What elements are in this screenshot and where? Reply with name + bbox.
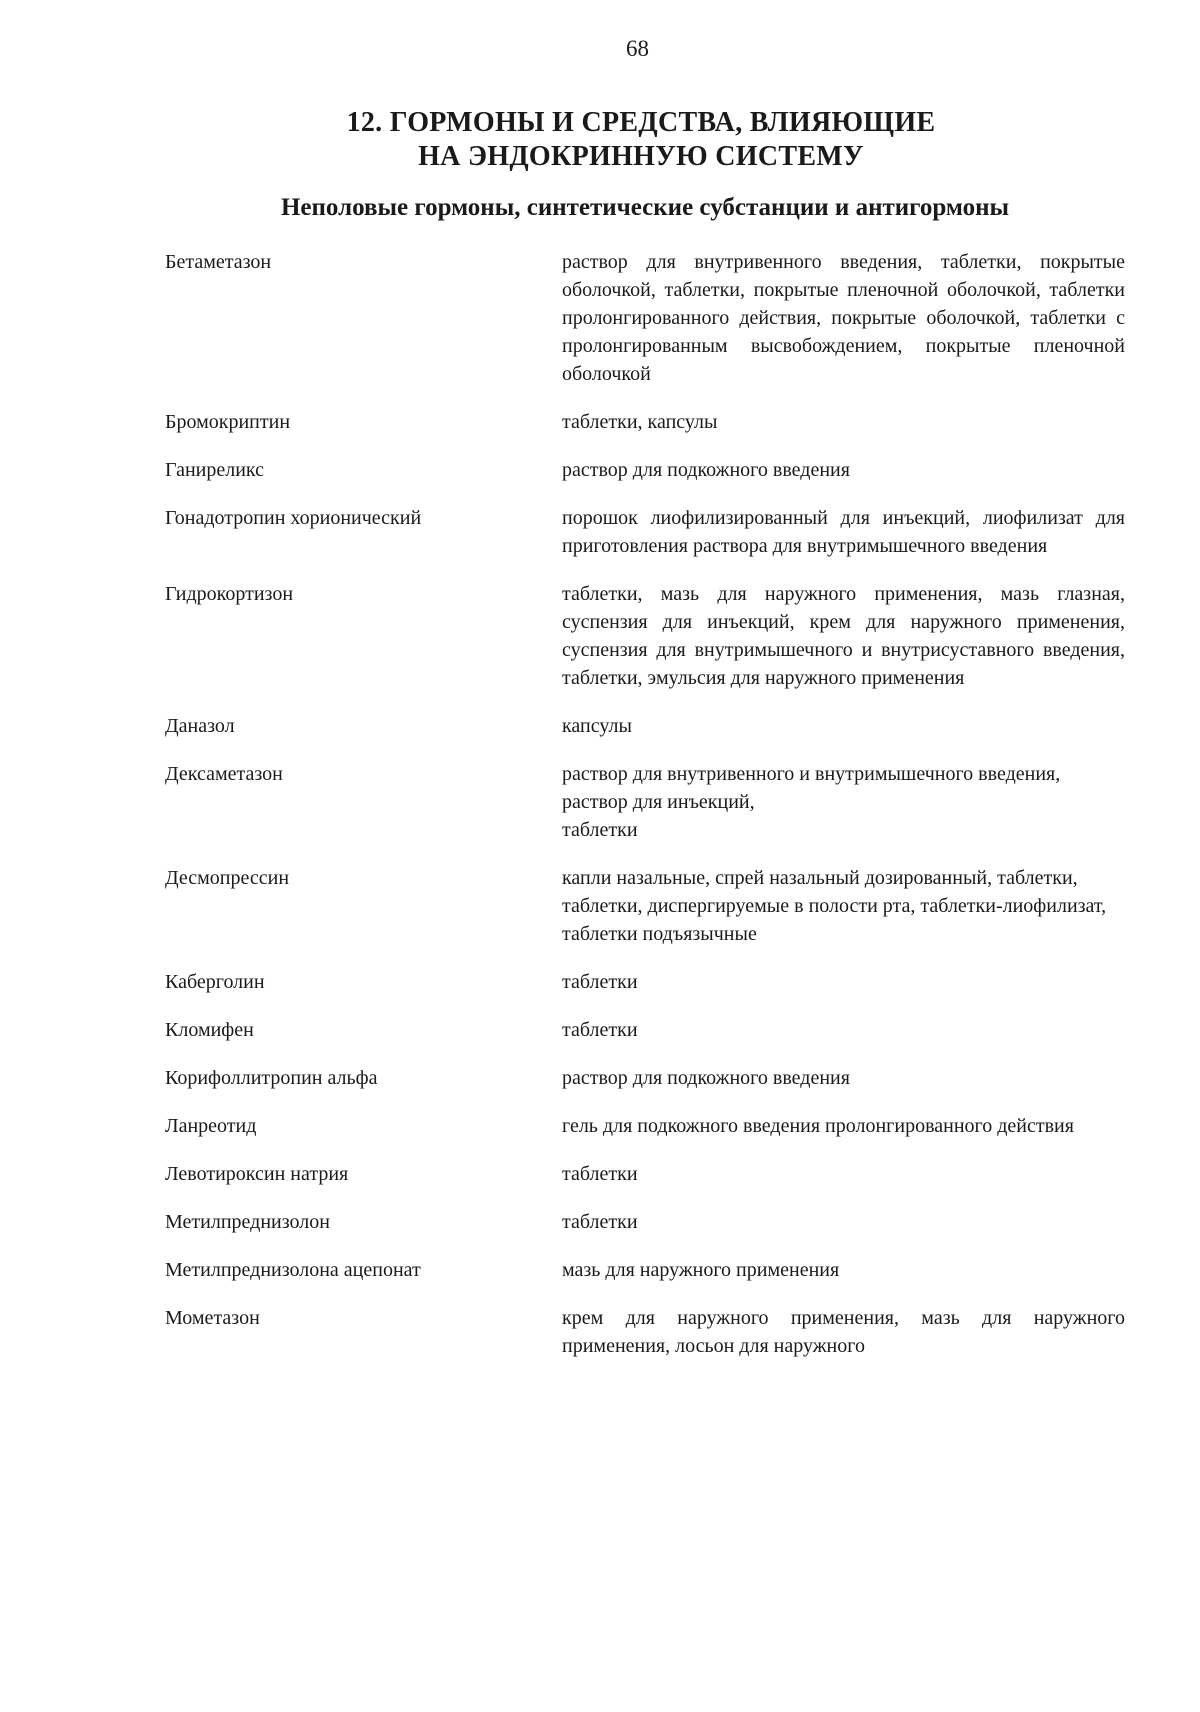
drug-name: Дексаметазон bbox=[165, 763, 283, 785]
dosage-form-text: раствор для подкожного введения bbox=[562, 459, 850, 481]
drug-entry bbox=[165, 1304, 1125, 1360]
dosage-form-text: таблетки bbox=[562, 1019, 638, 1041]
dosage-form-text: гель для подкожного введения пролонгированного действия bbox=[562, 1115, 1074, 1137]
drug-name: Бетаметазон bbox=[165, 251, 272, 273]
drug-name: Метилпреднизолона ацепонат bbox=[165, 1259, 421, 1281]
drug-name: Левотироксин натрия bbox=[165, 1163, 349, 1185]
drug-entry bbox=[165, 408, 1125, 436]
drug-name: Гидрокортизон bbox=[165, 583, 294, 605]
dosage-forms bbox=[562, 1304, 1125, 1360]
section-title: Неполовые гормоны, синтетические субстанции и антигормоны bbox=[280, 194, 1010, 221]
drug-name: Каберголин bbox=[165, 971, 265, 993]
dosage-forms bbox=[562, 1160, 1125, 1188]
drug-entry bbox=[165, 864, 1125, 948]
dosage-form-text: таблетки, мазь для наружного применения, мазь глазная, суспензия для инъекций, крем для наружного применения, суспензия для внутримышечного и внутрисуставного введения, таблетки, эмульсия для наружного применения bbox=[562, 583, 1125, 689]
dosage-forms bbox=[562, 864, 1125, 948]
dosage-forms bbox=[562, 968, 1125, 996]
dosage-forms bbox=[562, 760, 1125, 844]
dosage-form-text: раствор для внутривенного и внутримышечного введения, bbox=[562, 763, 1061, 785]
dosage-forms bbox=[562, 456, 1125, 484]
dosage-form-text: таблетки bbox=[562, 819, 638, 841]
dosage-form-text: крем для наружного применения, мазь для наружного применения, лосьон для наружного bbox=[562, 1307, 1125, 1357]
drug-entry bbox=[165, 456, 1125, 484]
drug-name: Метилпреднизолон bbox=[165, 1211, 330, 1233]
dosage-form-text: порошок лиофилизированный для инъекций, лиофилизат для приготовления раствора для внутримышечного введения bbox=[562, 507, 1125, 557]
drug-name: Ланреотид bbox=[165, 1115, 257, 1137]
dosage-form-text: раствор для подкожного введения bbox=[562, 1067, 850, 1089]
dosage-form-text: таблетки подъязычные bbox=[562, 923, 757, 945]
dosage-form-text: таблетки bbox=[562, 1211, 638, 1233]
chapter-title-line-1: 12. ГОРМОНЫ И СРЕДСТВА, ВЛИЯЮЩИЕ bbox=[346, 107, 936, 138]
dosage-forms bbox=[562, 712, 1125, 740]
drug-entry bbox=[165, 580, 1125, 692]
drug-name: Гонадотропин хорионический bbox=[165, 507, 422, 529]
dosage-form-text: мазь для наружного применения bbox=[562, 1259, 840, 1281]
dosage-form-text: капли назальные, спрей назальный дозированный, таблетки, bbox=[562, 867, 1078, 889]
dosage-form-text: раствор для внутривенного введения, таблетки, покрытые оболочкой, таблетки, покрытые пленочной оболочкой, таблетки пролонгированного действия, покрытые оболочкой, таблетки с пролонгированным высвобождением, покрытые пленочной оболочкой bbox=[562, 251, 1125, 385]
drug-list bbox=[165, 248, 1125, 1380]
drug-entry bbox=[165, 1208, 1125, 1236]
dosage-form-text: таблетки, диспергируемые в полости рта, таблетки-лиофилизат, bbox=[562, 895, 1107, 917]
drug-name: Мометазон bbox=[165, 1307, 260, 1329]
drug-name: Даназол bbox=[165, 715, 235, 737]
drug-name: Бромокриптин bbox=[165, 411, 291, 433]
drug-entry bbox=[165, 1160, 1125, 1188]
drug-name: Десмопрессин bbox=[165, 867, 290, 889]
dosage-forms bbox=[562, 1016, 1125, 1044]
drug-entry bbox=[165, 1016, 1125, 1044]
drug-entry bbox=[165, 760, 1125, 844]
dosage-forms bbox=[562, 1112, 1125, 1140]
chapter-title-line-2: НА ЭНДОКРИННУЮ СИСТЕМУ bbox=[418, 141, 864, 172]
dosage-form-text: таблетки bbox=[562, 1163, 638, 1185]
dosage-forms bbox=[562, 408, 1125, 436]
drug-entry bbox=[165, 504, 1125, 560]
dosage-form-text: таблетки, капсулы bbox=[562, 411, 718, 433]
dosage-form-text: капсулы bbox=[562, 715, 632, 737]
drug-entry bbox=[165, 712, 1125, 740]
drug-name: Ганиреликс bbox=[165, 459, 265, 481]
dosage-form-text: раствор для инъекций, bbox=[562, 791, 755, 813]
dosage-forms bbox=[562, 248, 1125, 388]
page-number: 68 bbox=[626, 36, 649, 61]
dosage-forms bbox=[562, 1208, 1125, 1236]
dosage-forms bbox=[562, 1256, 1125, 1284]
dosage-forms bbox=[562, 580, 1125, 692]
dosage-forms bbox=[562, 1064, 1125, 1092]
dosage-form-text: таблетки bbox=[562, 971, 638, 993]
drug-entry bbox=[165, 968, 1125, 996]
chapter-title bbox=[0, 106, 1200, 174]
drug-entry bbox=[165, 1256, 1125, 1284]
drug-entry bbox=[165, 1112, 1125, 1140]
drug-entry bbox=[165, 1064, 1125, 1092]
drug-entry bbox=[165, 248, 1125, 388]
drug-name: Корифоллитропин альфа bbox=[165, 1067, 378, 1089]
dosage-forms bbox=[562, 504, 1125, 560]
drug-name: Кломифен bbox=[165, 1019, 254, 1041]
